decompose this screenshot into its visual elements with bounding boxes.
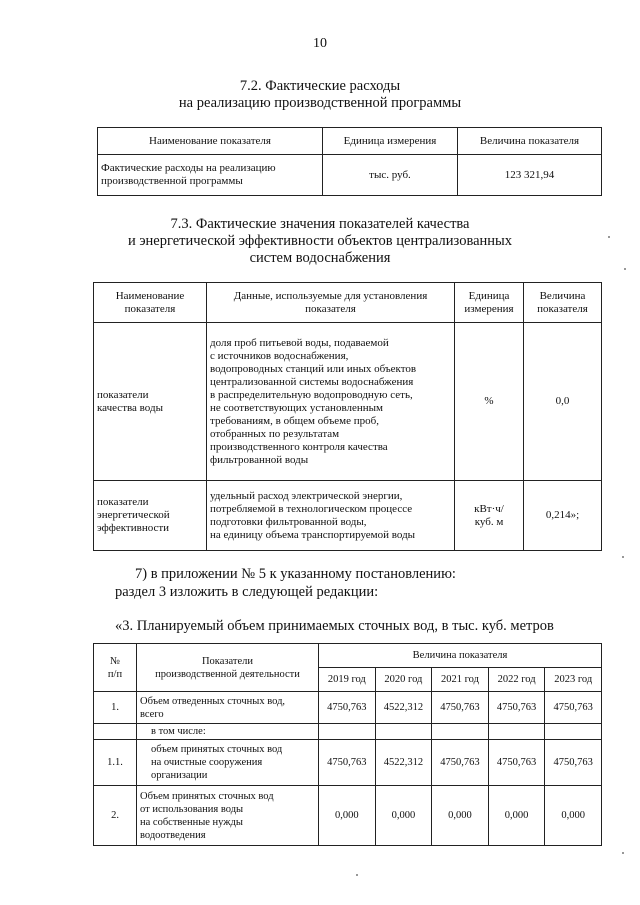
row-name: показатели энергетической эффективности bbox=[94, 481, 207, 551]
paragraph-line2: раздел 3 изложить в следующей редакции: bbox=[115, 584, 379, 600]
row-value bbox=[375, 724, 432, 740]
header-indicator-name: Показатели производственной деятельности bbox=[137, 644, 319, 692]
row-value: 4750,763 bbox=[319, 740, 376, 786]
row-value: 0,000 bbox=[319, 786, 376, 846]
row-value: 4750,763 bbox=[488, 692, 545, 724]
row-number: 2. bbox=[94, 786, 137, 846]
header-value-group: Величина показателя bbox=[319, 644, 602, 668]
row-value: 0,0 bbox=[524, 323, 602, 481]
header-indicator-name: Наименование показателя bbox=[94, 283, 207, 323]
section-73-title-line3: систем водоснабжения bbox=[249, 250, 391, 266]
row-name: в том числе: bbox=[137, 724, 319, 740]
row-number bbox=[94, 724, 137, 740]
row-unit: % bbox=[455, 323, 524, 481]
row-value: 4750,763 bbox=[319, 692, 376, 724]
row-unit: кВт·ч/ куб. м bbox=[455, 481, 524, 551]
section-72-title-line1: 7.2. Фактические расходы bbox=[239, 78, 401, 94]
row-value bbox=[319, 724, 376, 740]
row-name: показатели качества воды bbox=[94, 323, 207, 481]
section-73-title bbox=[0, 216, 640, 267]
table-row bbox=[98, 155, 602, 196]
section-73-title-line1: 7.3. Фактические значения показателей качества bbox=[170, 216, 470, 232]
header-unit: Единица измерения bbox=[455, 283, 524, 323]
table-row bbox=[94, 692, 602, 724]
table-row bbox=[94, 323, 602, 481]
row-value: 4522,312 bbox=[375, 740, 432, 786]
row-value: 4750,763 bbox=[488, 740, 545, 786]
section-73-title-line2: и энергетической эффективности объектов централизованных bbox=[127, 233, 513, 249]
header-year-2023: 2023 год bbox=[545, 668, 602, 692]
header-data-used: Данные, используемые для установления показателя bbox=[207, 283, 455, 323]
row-value: 0,000 bbox=[375, 786, 432, 846]
scan-speck bbox=[622, 556, 624, 558]
table-wastewater-volume bbox=[93, 643, 602, 846]
scan-speck bbox=[624, 268, 626, 270]
row-value: 123 321,94 bbox=[458, 155, 602, 196]
table-row bbox=[94, 740, 602, 786]
row-value: 0,000 bbox=[432, 786, 489, 846]
row-name: Фактические расходы на реализацию производственной программы bbox=[98, 155, 323, 196]
row-name: объем принятых сточных вод на очистные сооружения организации bbox=[137, 740, 319, 786]
header-value: Величина показателя bbox=[524, 283, 602, 323]
row-value: 0,000 bbox=[545, 786, 602, 846]
header-year-2019: 2019 год bbox=[319, 668, 376, 692]
row-data: доля проб питьевой воды, подаваемой с источников водоснабжения, водопроводных станций или иных объектов централизованной системы водоснабжения в распределительную водопроводную сеть, не соответствующих установленным требованиям, в общем объеме проб, отобранных по результатам производственного контроля качества фильтрованной воды bbox=[207, 323, 455, 481]
row-value: 0,214»; bbox=[524, 481, 602, 551]
header-year-2022: 2022 год bbox=[488, 668, 545, 692]
paragraph-line1: 7) в приложении № 5 к указанному постановлению: bbox=[135, 566, 456, 582]
row-value: 0,000 bbox=[488, 786, 545, 846]
row-name: Объем принятых сточных вод от использования воды на собственные нужды водоотведения bbox=[137, 786, 319, 846]
scan-speck bbox=[608, 236, 610, 238]
row-value: 4750,763 bbox=[432, 740, 489, 786]
scan-speck bbox=[622, 852, 624, 854]
table-quality-indicators bbox=[93, 282, 602, 551]
header-unit: Единица измерения bbox=[323, 128, 458, 155]
header-row-number: № п/п bbox=[94, 644, 137, 692]
header-year-2020: 2020 год bbox=[375, 668, 432, 692]
table-actual-expenses bbox=[97, 127, 602, 196]
row-name: Объем отведенных сточных вод, всего bbox=[137, 692, 319, 724]
table-row bbox=[94, 786, 602, 846]
row-number: 1.1. bbox=[94, 740, 137, 786]
row-data: удельный расход электрической энергии, потребляемой в технологическом процессе подготовки фильтрованной воды, на единицу объема транспортируемой воды bbox=[207, 481, 455, 551]
header-year-2021: 2021 год bbox=[432, 668, 489, 692]
row-value bbox=[432, 724, 489, 740]
section-3-title: «3. Планируемый объем принимаемых сточных вод, в тыс. куб. метров bbox=[115, 618, 554, 634]
page-number: 10 bbox=[313, 36, 327, 51]
section-72-title bbox=[0, 78, 640, 112]
header-indicator-name: Наименование показателя bbox=[98, 128, 323, 155]
row-unit: тыс. руб. bbox=[323, 155, 458, 196]
section-72-title-line2: на реализацию производственной программы bbox=[178, 95, 462, 111]
table-row bbox=[94, 724, 602, 740]
row-value bbox=[488, 724, 545, 740]
header-value: Величина показателя bbox=[458, 128, 602, 155]
scan-speck bbox=[356, 874, 358, 876]
row-number: 1. bbox=[94, 692, 137, 724]
row-value: 4750,763 bbox=[432, 692, 489, 724]
table-row bbox=[94, 481, 602, 551]
row-value: 4750,763 bbox=[545, 692, 602, 724]
row-value: 4522,312 bbox=[375, 692, 432, 724]
row-value bbox=[545, 724, 602, 740]
row-value: 4750,763 bbox=[545, 740, 602, 786]
